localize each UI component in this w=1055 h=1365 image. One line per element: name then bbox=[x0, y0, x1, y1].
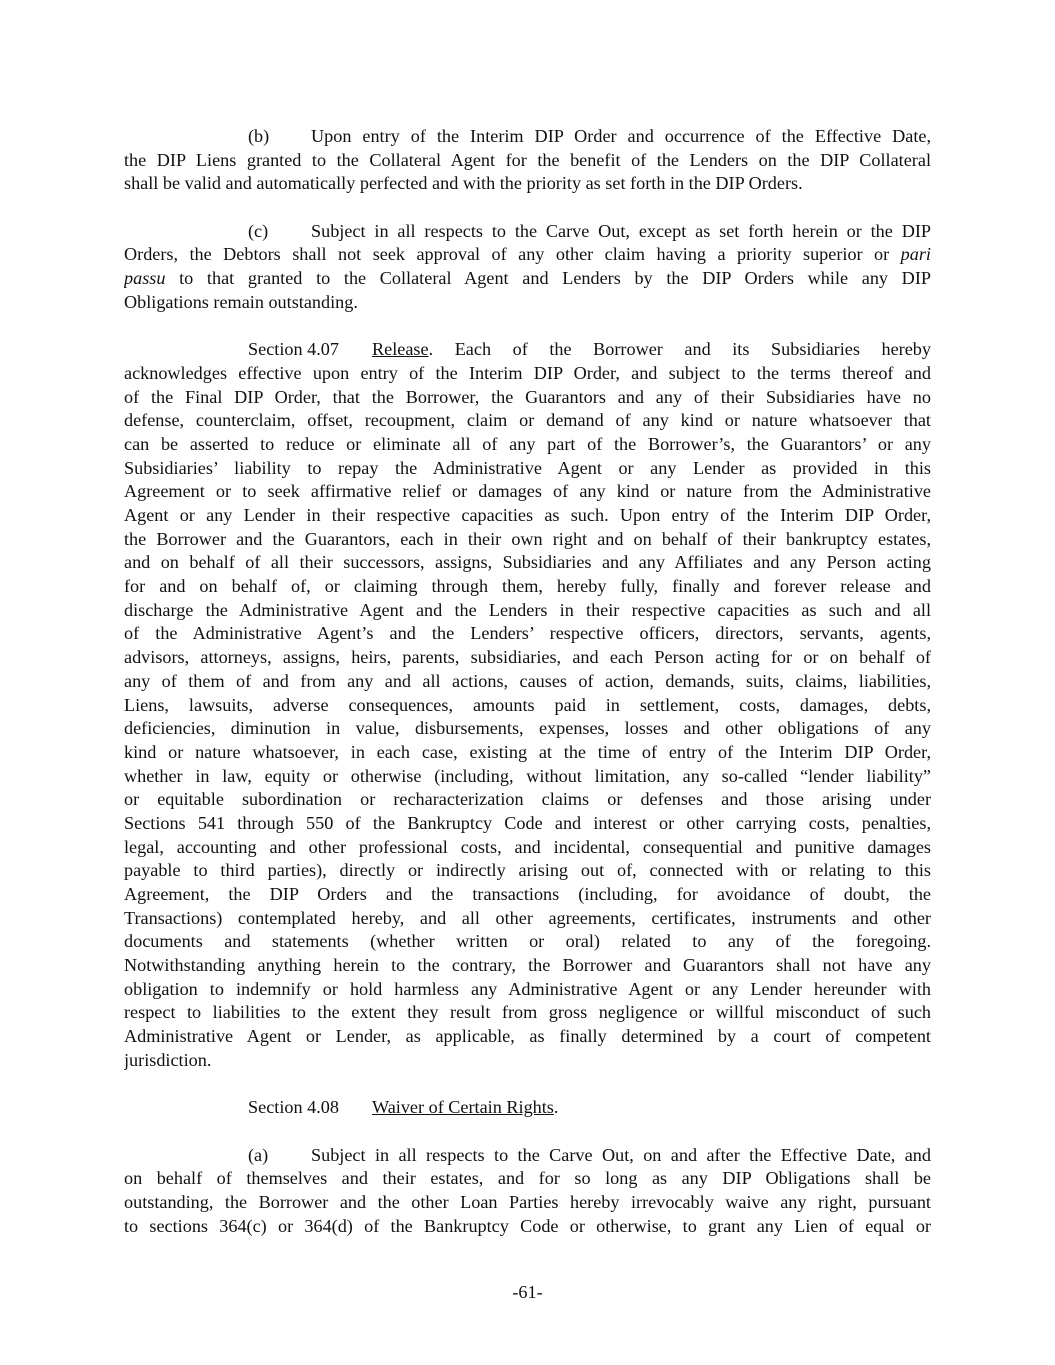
italic-term: passu bbox=[124, 268, 166, 289]
line-text: Subject in all respects to the Carve Out, on and after the Effective Date, and bbox=[311, 1144, 931, 1165]
line-text bbox=[372, 1096, 931, 1120]
text-line bbox=[124, 1215, 931, 1239]
paragraph bbox=[124, 125, 931, 196]
text-line bbox=[124, 812, 931, 836]
line-text: any of them of and from any and all actions, causes of action, demands, suits, claims, liabilities, bbox=[124, 670, 931, 691]
line-text: Subsidiaries’ liability to repay the Administrative Agent or any Lender as provided in this bbox=[124, 457, 931, 478]
line-text: Notwithstanding anything herein to the contrary, the Borrower and Guarantors shall not have any bbox=[124, 955, 931, 976]
text-line bbox=[124, 575, 931, 599]
paragraph-label: (b) bbox=[248, 126, 270, 146]
text-line bbox=[124, 362, 931, 386]
line-text: acknowledges effective upon entry of the Interim DIP Order, and subject to the terms thereof and bbox=[124, 362, 931, 383]
text-line bbox=[124, 457, 931, 481]
line-text: shall be valid and automatically perfected and with the priority as set forth in the DIP Orders. bbox=[124, 173, 803, 194]
text-line bbox=[124, 741, 931, 765]
paragraph bbox=[124, 220, 931, 315]
text-line bbox=[124, 220, 931, 244]
text-line bbox=[124, 125, 931, 149]
line-text: Subject in all respects to the Carve Out, except as set forth herein or the DIP bbox=[311, 220, 931, 241]
line-text: deficiencies, diminution in value, disbursements, expenses, losses and other obligations of any bbox=[124, 718, 931, 739]
line-text: the Borrower and the Guarantors, each in their own right and on behalf of their bankruptcy estates, bbox=[124, 528, 931, 549]
text-line bbox=[124, 1144, 931, 1168]
text-line bbox=[124, 338, 931, 362]
line-text: whether in law, equity or otherwise (including, without limitation, any so-called “lender liability” bbox=[124, 765, 931, 786]
line-text: respect to liabilities to the extent they result from gross negligence or willful misconduct of such bbox=[124, 1002, 931, 1023]
line-text: Sections 541 through 550 of the Bankruptcy Code and interest or other carrying costs, penalties, bbox=[124, 812, 931, 833]
paragraph-label: Section 4.07 bbox=[248, 339, 339, 360]
line-text: Transactions) contemplated hereby, and all other agreements, certificates, instruments and other bbox=[124, 907, 931, 928]
text-segment: Orders, the Debtors shall not seek approval of any other claim having a priority superior or bbox=[124, 244, 901, 265]
line-text: of the Administrative Agent’s and the Lenders’ respective officers, directors, servants, agents, bbox=[124, 623, 931, 644]
line-text: payable to third parties), directly or indirectly arising out of, connected with or relating to this bbox=[124, 860, 931, 881]
text-line bbox=[124, 1049, 931, 1073]
line-text bbox=[124, 243, 931, 267]
line-text: defense, counterclaim, offset, recoupment, claim or demand of any kind or nature whatsoever that bbox=[124, 410, 931, 431]
line-text: obligation to indemnify or hold harmless any Administrative Agent or any Lender hereunder with bbox=[124, 978, 931, 999]
text-line bbox=[124, 409, 931, 433]
text-line bbox=[124, 1001, 931, 1025]
line-text: Obligations remain outstanding. bbox=[124, 291, 358, 312]
line-text: Agreement or to seek affirmative relief or damages of any kind or nature from the Administrative bbox=[124, 481, 931, 502]
line-text: documents and statements (whether written or oral) related to any of the foregoing. bbox=[124, 931, 931, 952]
text-line bbox=[124, 646, 931, 670]
line-text: of the Final DIP Order, that the Borrower, the Guarantors and any of their Subsidiaries have no bbox=[124, 386, 931, 407]
text-line bbox=[124, 267, 931, 291]
text-line bbox=[124, 386, 931, 410]
line-text: for and on behalf of, or claiming through them, hereby fully, finally and forever release and bbox=[124, 576, 931, 597]
italic-term: pari bbox=[900, 244, 931, 265]
text-line bbox=[124, 907, 931, 931]
line-text: to sections 364(c) or 364(d) of the Bankruptcy Code or otherwise, to grant any Lien of equal or bbox=[124, 1215, 931, 1236]
line-text: legal, accounting and other professional costs, and incidental, consequential and punitive damages bbox=[124, 836, 931, 857]
text-line bbox=[124, 836, 931, 860]
line-text: Liens, lawsuits, adverse consequences, amounts paid in settlement, costs, damages, debts, bbox=[124, 694, 931, 715]
line-text: Agreement, the DIP Orders and the transactions (including, for avoidance of doubt, the bbox=[124, 884, 931, 904]
line-text: the DIP Liens granted to the Collateral Agent for the benefit of the Lenders on the DIP Collateral bbox=[124, 149, 931, 170]
text-line bbox=[124, 551, 931, 575]
text-line bbox=[124, 954, 931, 978]
paragraph-label: (a) bbox=[248, 1144, 269, 1165]
text-line bbox=[124, 172, 931, 196]
page-number: -61- bbox=[512, 1282, 543, 1302]
text-line bbox=[124, 599, 931, 623]
line-text: outstanding, the Borrower and the other Loan Parties hereby irrevocably waive any right, pursuant bbox=[124, 1191, 931, 1212]
text-line bbox=[124, 1096, 931, 1120]
text-line bbox=[124, 978, 931, 1002]
line-text: discharge the Administrative Agent and the Lenders in their respective capacities as such and all bbox=[124, 599, 931, 620]
text-line bbox=[124, 528, 931, 552]
line-text: can be asserted to reduce or eliminate all of any part of the Borrower’s, the Guarantors’ or any bbox=[124, 433, 931, 454]
text-line bbox=[124, 930, 931, 954]
text-line bbox=[124, 1167, 931, 1191]
paragraph-label: Section 4.08 bbox=[248, 1097, 339, 1118]
line-text: and on behalf of all their successors, assigns, Subsidiaries and any Affiliates and any Person acting bbox=[124, 552, 931, 573]
line-text: Upon entry of the Interim DIP Order and occurrence of the Effective Date, bbox=[311, 126, 931, 146]
line-text: Administrative Agent or Lender, as applicable, as finally determined by a court of competent bbox=[124, 1026, 931, 1047]
text-line bbox=[124, 883, 931, 907]
line-text: or equitable subordination or recharacterization claims or defenses and those arising under bbox=[124, 789, 931, 810]
text-line bbox=[124, 504, 931, 528]
paragraph bbox=[124, 1144, 931, 1239]
text-line bbox=[124, 670, 931, 694]
paragraph bbox=[124, 1096, 931, 1120]
text-segment: to that granted to the Collateral Agent and Lenders by the DIP Orders while any DIP bbox=[165, 268, 931, 289]
text-line bbox=[124, 859, 931, 883]
text-segment: . Each of the Borrower and its Subsidiaries hereby bbox=[428, 339, 931, 360]
line-text: advisors, attorneys, assigns, heirs, parents, subsidiaries, and each Person acting for or on behalf of bbox=[124, 647, 931, 668]
text-line bbox=[124, 765, 931, 789]
section-heading: Waiver of Certain Rights bbox=[372, 1097, 554, 1118]
paragraph-label: (c) bbox=[248, 220, 269, 241]
text-line bbox=[124, 243, 931, 267]
line-text: on behalf of themselves and their estates, and for so long as any DIP Obligations shall be bbox=[124, 1168, 931, 1189]
text-line bbox=[124, 694, 931, 718]
text-line bbox=[124, 480, 931, 504]
text-line bbox=[124, 433, 931, 457]
text-line bbox=[124, 717, 931, 741]
text-line bbox=[124, 788, 931, 812]
line-text bbox=[372, 338, 931, 362]
section-heading: Release bbox=[372, 339, 429, 360]
line-text: kind or nature whatsoever, in each case, existing at the time of entry of the Interim DIP Order, bbox=[124, 741, 931, 762]
text-line bbox=[124, 149, 931, 173]
text-segment: . bbox=[553, 1097, 559, 1118]
text-line bbox=[124, 1191, 931, 1215]
text-line bbox=[124, 1025, 931, 1049]
text-line bbox=[124, 291, 931, 315]
line-text: Agent or any Lender in their respective capacities as such. Upon entry of the Interim DIP Order, bbox=[124, 505, 931, 525]
paragraph bbox=[124, 338, 931, 1072]
text-line bbox=[124, 622, 931, 646]
line-text: jurisdiction. bbox=[124, 1049, 212, 1070]
line-text bbox=[124, 267, 931, 291]
document-body bbox=[124, 125, 931, 1262]
